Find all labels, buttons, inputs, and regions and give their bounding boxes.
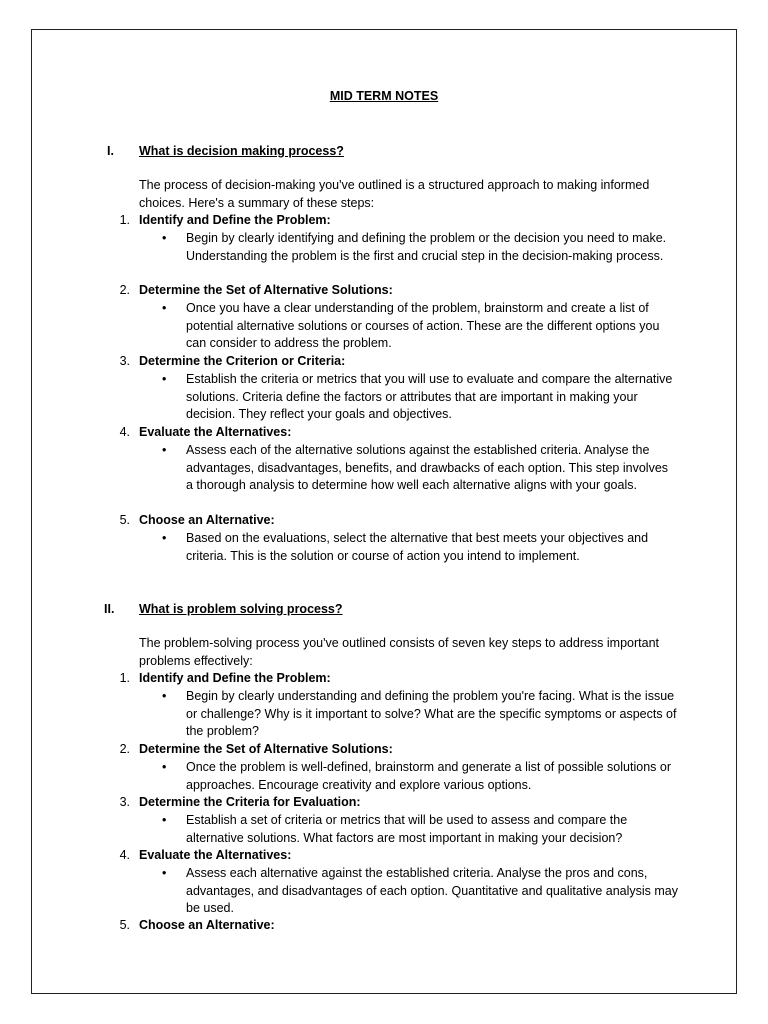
item-heading: Identify and Define the Problem: [139, 213, 331, 227]
item-number: 3. [119, 795, 130, 809]
bullet-icon: • [162, 760, 167, 774]
item-heading: Evaluate the Alternatives: [139, 848, 292, 862]
item-number: 1. [119, 213, 130, 227]
section-number: II. [104, 602, 115, 616]
section-heading: What is decision making process? [139, 144, 344, 158]
bullet-icon: • [162, 866, 167, 880]
item-heading: Determine the Set of Alternative Solutions: [139, 742, 393, 756]
section-intro: The process of decision-making you've outlined is a structured approach to making informed choices. Here's a summary of these steps: [139, 178, 650, 210]
bullet-icon: • [162, 372, 167, 386]
bullet-text: Establish the criteria or metrics that you will use to evaluate and compare the alternative solutions. Criteria define the factors or attributes that are important in making your decision. They reflect your goals and objectives. [186, 372, 673, 422]
bullet-icon: • [162, 813, 167, 827]
bullet-text: Establish a set of criteria or metrics that will be used to assess and compare the alternative solutions. What factors are most important in making your decision? [186, 813, 628, 845]
bullet-icon: • [162, 301, 167, 315]
item-number: 4. [119, 425, 130, 439]
bullet-text: Assess each of the alternative solutions against the established criteria. Analyse the advantages, disadvantages, benefits, and drawbacks of each option. This step involves a thorough analysis to determine how well each alternative aligns with your goals. [186, 443, 669, 493]
item-heading: Identify and Define the Problem: [139, 671, 331, 685]
item-number: 5. [119, 513, 130, 527]
item-number: 4. [119, 848, 130, 862]
section-heading: What is problem solving process? [139, 602, 343, 616]
document-title: MID TERM NOTES [329, 89, 439, 103]
item-number: 3. [119, 354, 130, 368]
bullet-icon: • [162, 689, 167, 703]
bullet-text: Based on the evaluations, select the alternative that best meets your objectives and criteria. This is the solution or course of action you intend to implement. [186, 531, 649, 563]
section-number: I. [107, 144, 114, 158]
bullet-text: Assess each alternative against the established criteria. Analyse the pros and cons, advantages, and disadvantages of each option. Quantitative and qualitative analysis may be used. [186, 866, 678, 916]
section-intro: The problem-solving process you've outlined consists of seven key steps to address important problems effectively: [139, 636, 660, 668]
item-number: 5. [119, 918, 130, 932]
item-heading: Determine the Criterion or Criteria: [139, 354, 346, 368]
item-heading: Determine the Criteria for Evaluation: [139, 795, 361, 809]
bullet-icon: • [162, 443, 167, 457]
item-heading: Determine the Set of Alternative Solutions: [139, 283, 393, 297]
bullet-icon: • [162, 231, 167, 245]
item-number: 2. [119, 283, 130, 297]
item-number: 2. [119, 742, 130, 756]
item-heading: Choose an Alternative: [139, 918, 275, 932]
bullet-icon: • [162, 531, 167, 545]
bullet-text: Once you have a clear understanding of the problem, brainstorm and create a list of potential alternative solutions or courses of action. These are the different options you can consider to address the problem. [186, 301, 660, 351]
bullet-text: Once the problem is well-defined, brainstorm and generate a list of possible solutions or approaches. Encourage creativity and explore various options. [186, 760, 671, 792]
item-heading: Choose an Alternative: [139, 513, 275, 527]
item-heading: Evaluate the Alternatives: [139, 425, 292, 439]
bullet-text: Begin by clearly understanding and defining the problem you're facing. What is the issue or challenge? Why is it important to solve? What are the specific symptoms or aspects of the problem? [186, 689, 677, 739]
bullet-text: Begin by clearly identifying and defining the problem or the decision you need to make. Understanding the problem is the first and crucial step in the decision-making process. [186, 231, 667, 263]
item-number: 1. [119, 671, 130, 685]
